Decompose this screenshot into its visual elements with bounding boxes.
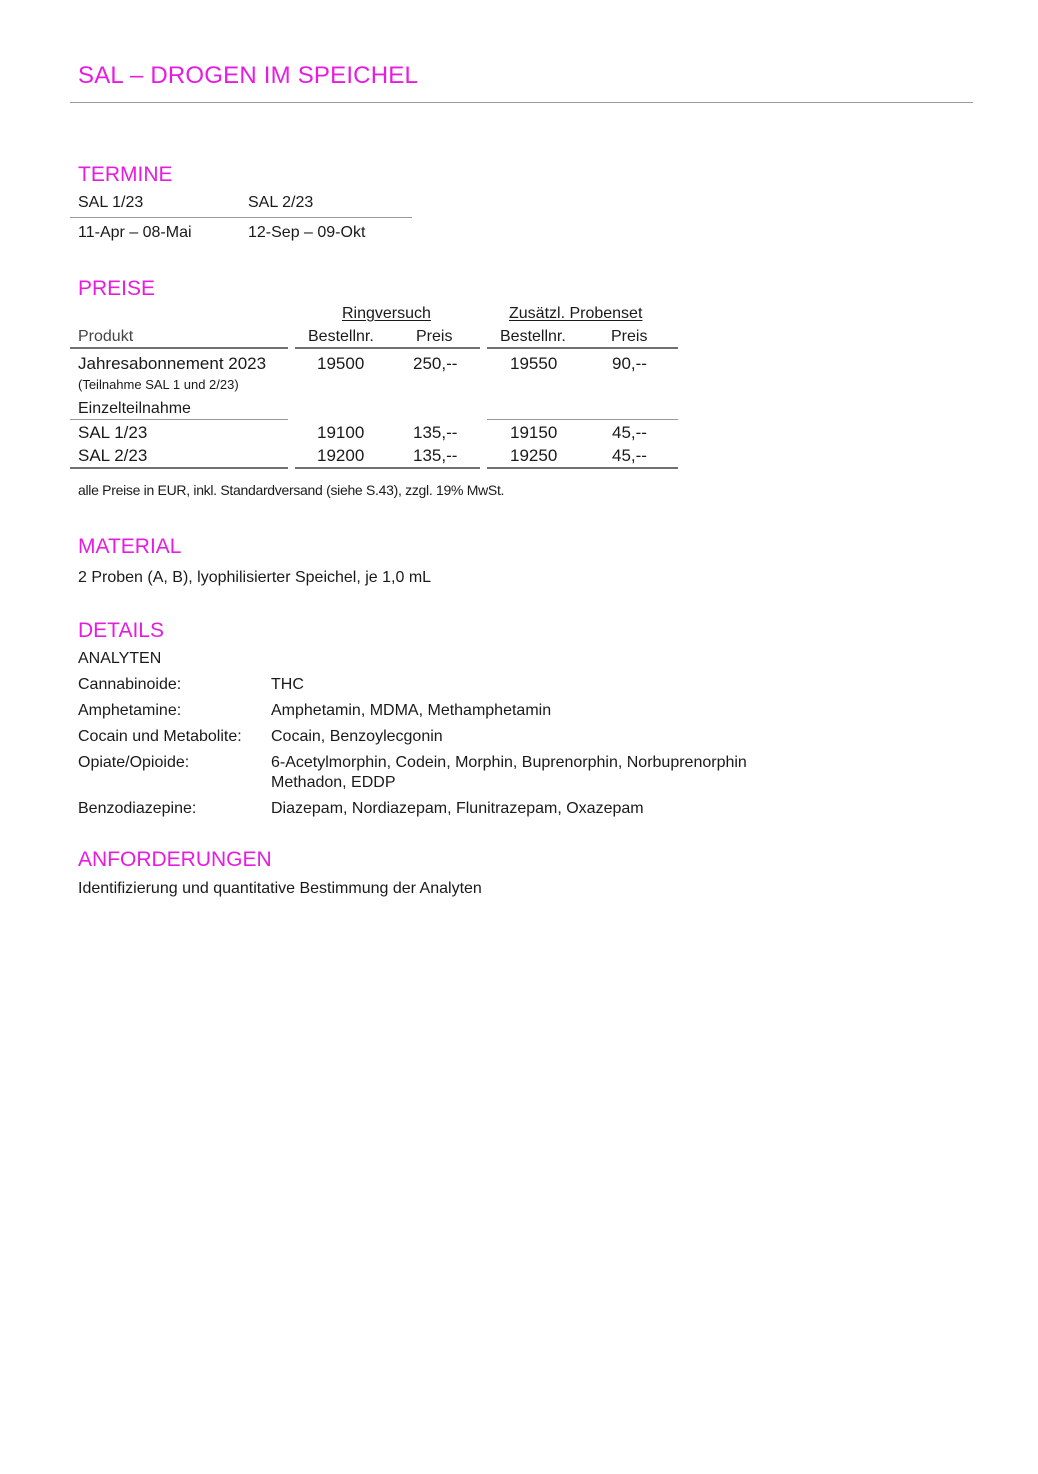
row-rv-nr: 19200 <box>317 446 365 465</box>
material-heading: MATERIAL <box>78 535 182 558</box>
anforderungen-heading: ANFORDERUNGEN <box>78 848 272 871</box>
group-ringversuch: Ringversuch <box>342 305 431 322</box>
row-rv-preis: 135,-- <box>413 446 458 465</box>
row-ps-preis: 45,-- <box>612 423 647 442</box>
header-rule-probenset <box>487 347 678 349</box>
anforderungen-text: Identifizierung und quantitative Bestimmung der Analyten <box>78 880 482 897</box>
row-rv-nr: 19100 <box>317 423 365 442</box>
termine-col-1: SAL 1/23 <box>78 194 144 211</box>
group-probenset: Zusätzl. Probenset <box>509 305 643 322</box>
bottom-rule-ringversuch <box>295 467 480 469</box>
header-rule-ringversuch <box>295 347 480 349</box>
preise-footnote: alle Preise in EUR, inkl. Standardversand (siehe S.43), zzgl. 19% MwSt. <box>78 482 505 498</box>
material-text: 2 Proben (A, B), lyophilisierter Speichel, je 1,0 mL <box>78 569 432 586</box>
analyte-value-continued: Methadon, EDDP <box>271 774 396 791</box>
analyte-value: Cocain, Benzoylecgonin <box>271 728 443 745</box>
col-rv-preis: Preis <box>416 328 453 345</box>
bottom-rule-produkt <box>70 467 288 469</box>
analyten-subheading: ANALYTEN <box>78 650 162 667</box>
einzelteilnahme-label: Einzelteilnahme <box>78 400 191 417</box>
col-produkt: Produkt <box>78 328 134 345</box>
details-heading: DETAILS <box>78 619 164 642</box>
analyte-label: Opiate/Opioide: <box>78 754 190 771</box>
analyte-label: Amphetamine: <box>78 702 182 719</box>
row-produkt: Jahresabonnement 2023 <box>78 354 267 373</box>
title-divider <box>70 102 973 103</box>
row-ps-preis: 90,-- <box>612 354 647 373</box>
row-produkt-sub: (Teilnahme SAL 1 und 2/23) <box>78 377 239 392</box>
termine-col-2: SAL 2/23 <box>248 194 314 211</box>
row-rv-nr: 19500 <box>317 354 365 373</box>
analyte-label: Cannabinoide: <box>78 676 182 693</box>
analyte-label: Cocain und Metabolite: <box>78 728 242 745</box>
termine-date-2: 12-Sep – 09-Okt <box>248 224 366 241</box>
page-title: SAL – DROGEN IM SPEICHEL <box>78 62 419 89</box>
preise-heading: PREISE <box>78 277 156 300</box>
col-ps-bestellnr: Bestellnr. <box>500 328 566 345</box>
analyte-value: THC <box>271 676 304 693</box>
analyte-value: Amphetamin, MDMA, Methamphetamin <box>271 702 552 719</box>
col-ps-preis: Preis <box>611 328 648 345</box>
row-produkt: SAL 1/23 <box>78 423 148 442</box>
bottom-rule-probenset <box>487 467 678 469</box>
row-ps-nr: 19250 <box>510 446 558 465</box>
termine-heading: TERMINE <box>78 163 173 186</box>
row-rv-preis: 250,-- <box>413 354 458 373</box>
row-rv-preis: 135,-- <box>413 423 458 442</box>
row-ps-nr: 19550 <box>510 354 558 373</box>
termine-divider <box>70 217 412 218</box>
row-produkt: SAL 2/23 <box>78 446 148 465</box>
row-ps-preis: 45,-- <box>612 446 647 465</box>
row-rule-produkt <box>70 419 288 420</box>
analyte-value: 6-Acetylmorphin, Codein, Morphin, Buprenorphin, Norbuprenorphin <box>271 754 747 771</box>
analyte-value: Diazepam, Nordiazepam, Flunitrazepam, Oxazepam <box>271 800 644 817</box>
row-ps-nr: 19150 <box>510 423 558 442</box>
analyte-label: Benzodiazepine: <box>78 800 197 817</box>
row-rule-probenset <box>487 419 678 420</box>
col-rv-bestellnr: Bestellnr. <box>308 328 374 345</box>
termine-date-1: 11-Apr – 08-Mai <box>78 224 192 241</box>
header-rule-produkt <box>70 347 288 349</box>
